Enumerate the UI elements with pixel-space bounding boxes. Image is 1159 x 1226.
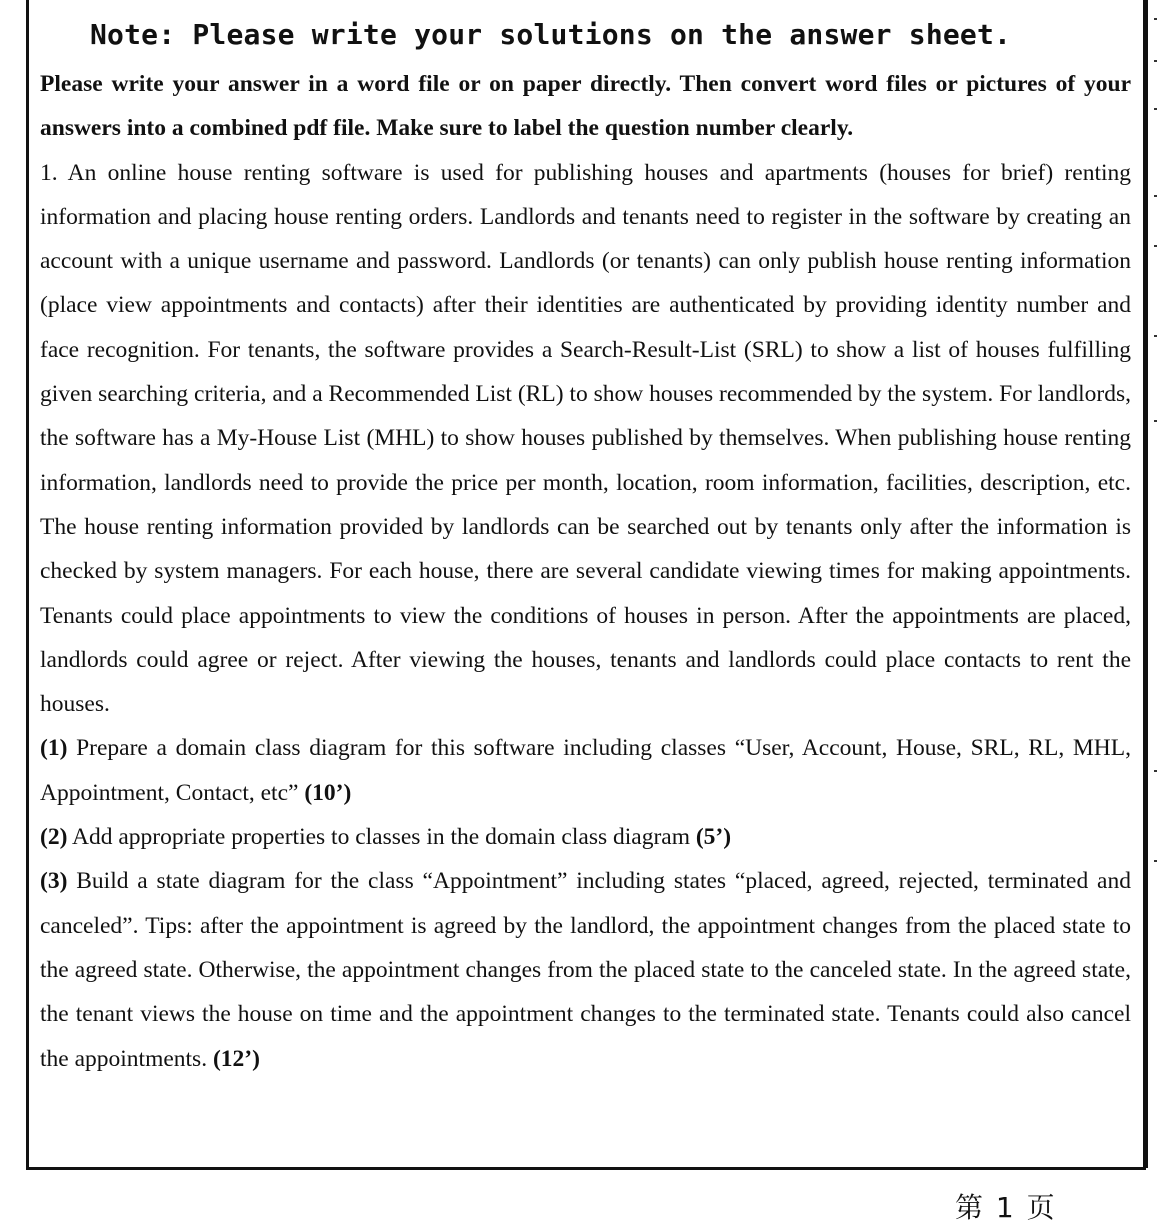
page-prefix: 第 [955, 1191, 986, 1224]
question-1-part-2 [40, 815, 1131, 859]
page-suffix: 页 [1026, 1191, 1057, 1224]
question-content [40, 62, 1131, 1081]
page-number [955, 1186, 1057, 1226]
part-points: (12’) [212, 1045, 260, 1072]
question-1-part-1 [40, 726, 1131, 815]
note-heading: Note: Please write your solutions on the answer sheet. [90, 18, 1012, 51]
part-text: Build a state diagram for the class “Appointment” including states “placed, agreed, rejected, terminated and canceled”. Tips: after the appointment is agreed by the landlord, the appointment changes from the placed state to the agreed state. Otherwise, the appointment changes from the placed state to the canceled state. In the agreed state, the tenant views the house on time and the appointment changes to the terminated state. Tenants could also cancel the appointments. [40, 868, 1131, 1072]
part-label: (3) [40, 868, 68, 895]
part-points: (5’) [695, 824, 732, 851]
instructions-paragraph: Please write your answer in a word file or on paper directly. Then convert word files or pictures of your answers into a combined pdf file. Make sure to label the question number clearly. [40, 71, 1131, 142]
part-label: (1) [40, 735, 68, 762]
question-1-part-3 [40, 859, 1131, 1080]
part-label: (2) [40, 824, 68, 851]
part-text: Prepare a domain class diagram for this software including classes “User, Account, House, SRL, RL, MHL, Appointment, Contact, etc” [40, 735, 1131, 806]
question-1-paragraph: 1. An online house renting software is used for publishing houses and apartments (houses for brief) renting information and placing house renting orders. Landlords and tenants need to register in the software by creating an account with a unique username and password. Landlords (or tenants) can only publish house renting information (place view appointments and contacts) after their identities are authenticated by providing identity number and face recognition. For tenants, the software provides a Search-Result-List (SRL) to show a list of houses fulfilling given searching criteria, and a Recommended List (RL) to show houses recommended by the system. For landlords, the software has a My-House List (MHL) to show houses published by themselves. When publishing house renting information, landlords need to provide the price per month, location, room information, facilities, description, etc. The house renting information provided by landlords can be searched out by tenants only after the information is checked by system managers. For each house, there are several candidate viewing times for making appointments. Tenants could place appointments to view the conditions of houses in person. After the appointments are placed, landlords could agree or reject. After viewing the houses, tenants and landlords could place contacts to rent the houses. [40, 159, 1131, 718]
page-border-line [1146, 0, 1148, 1168]
page-number-value: 1 [995, 1191, 1016, 1224]
page-edge-marks [1154, 0, 1159, 1217]
part-text: Add appropriate properties to classes in the domain class diagram [67, 824, 696, 851]
part-points: (10’) [304, 779, 352, 806]
